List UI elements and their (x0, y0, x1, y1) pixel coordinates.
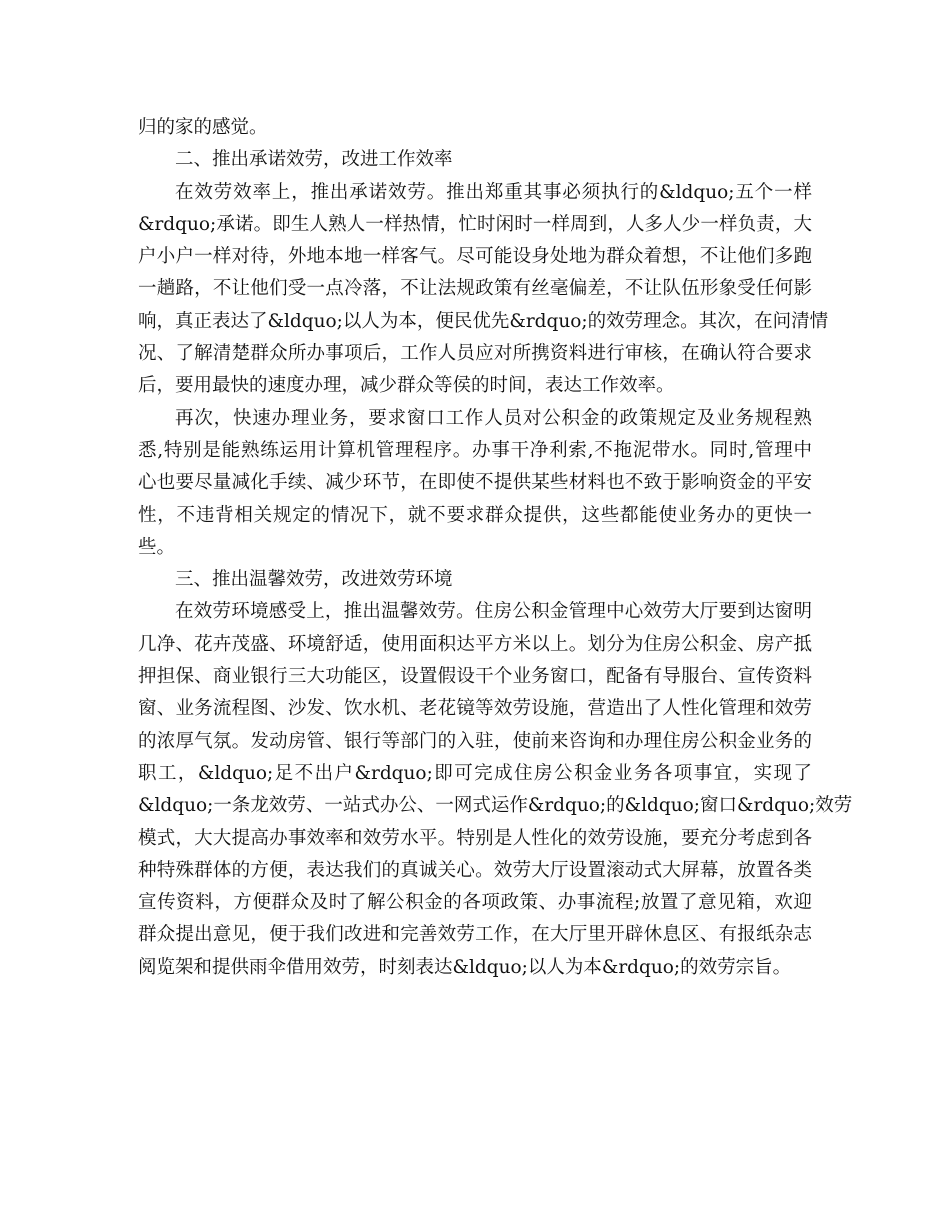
section-heading: 二、推出承诺效劳，改进工作效率 (175, 149, 453, 171)
text-line: 阅览架和提供雨伞借用效劳，时刻表达&ldquo;以人为本&rdquo;的效劳宗旨。 (138, 956, 792, 978)
text-line: &ldquo;一条龙效劳、一站式办公、一网式运作&rdquo;的&ldquo;窗口&rdquo;效劳 (138, 795, 853, 817)
text-line: 种特殊群体的方便，表达我们的真诚关心。效劳大厅设置滚动式大屏幕，放置各类 (138, 859, 812, 881)
text-line: 在效劳环境感受上，推出温馨效劳。住房公积金管理中心效劳大厅要到达窗明 (175, 601, 812, 623)
text-line: 宣传资料，方便群众及时了解公积金的各项政策、办事流程;放置了意见箱，欢迎 (138, 892, 812, 914)
text-line: 一趟路，不让他们受一点冷落，不让法规政策有丝毫偏差，不让队伍形象受任何影 (138, 278, 812, 300)
text-line: 押担保、商业银行三大功能区，设置假设干个业务窗口，配备有导服台、宣传资料 (138, 666, 812, 688)
text-line: 在效劳效率上，推出承诺效劳。推出郑重其事必须执行的&ldquo;五个一样 (175, 181, 812, 203)
text-line: 模式，大大提高办事效率和效劳水平。特别是人性化的效劳设施，要充分考虑到各 (138, 827, 812, 849)
text-line: 响，真正表达了&ldquo;以人为本，便民优先&rdquo;的效劳理念。其次，在问清情 (138, 310, 829, 332)
text-line: 的浓厚气氛。发动房管、银行等部门的入驻，使前来咨询和办理住房公积金业务的 (138, 730, 812, 752)
text-line: 心也要尽量减化手续、减少环节，在即使不提供某些材料也不致于影响资金的平安 (138, 472, 812, 494)
text-line: 窗、业务流程图、沙发、饮水机、老花镜等效劳设施，营造出了人性化管理和效劳 (138, 698, 812, 720)
text-line: 归的家的感觉。 (138, 117, 268, 138)
text-line: 群众提出意见，便于我们改进和完善效劳工作，在大厅里开辟休息区、有报纸杂志 (138, 924, 812, 946)
text-line: 几净、花卉茂盛、环境舒适，使用面积达平方米以上。划分为住房公积金、房产抵 (138, 633, 812, 655)
text-line: 户小户一样对待，外地本地一样客气。尽可能设身处地为群众着想，不让他们多跑 (138, 246, 812, 268)
section-heading: 三、推出温馨效劳，改进效劳环境 (175, 569, 453, 591)
text-line: &rdquo;承诺。即生人熟人一样热情，忙时闲时一样周到，人多人少一样负责，大 (138, 213, 812, 235)
text-line: 悉,特别是能熟练运用计算机管理程序。办事干净利索,不拖泥带水。同时,管理中 (138, 439, 812, 461)
text-line: 职工，&ldquo;足不出户&rdquo;即可完成住房公积金业务各项事宜，实现了 (138, 762, 812, 784)
text-line: 况、了解清楚群众所办事项后，工作人员应对所携资料进行审核，在确认符合要求 (138, 343, 812, 365)
text-line: 后，要用最快的速度办理，减少群众等侯的时间，表达工作效率。 (138, 375, 675, 397)
document-page (138, 112, 853, 984)
text-line: 再次，快速办理业务，要求窗口工作人员对公积金的政策规定及业务规程熟 (175, 407, 812, 429)
text-line: 性，不违背相关规定的情况下，就不要求群众提供，这些都能使业务办的更快一 (138, 504, 812, 526)
text-line: 些。 (138, 536, 176, 558)
